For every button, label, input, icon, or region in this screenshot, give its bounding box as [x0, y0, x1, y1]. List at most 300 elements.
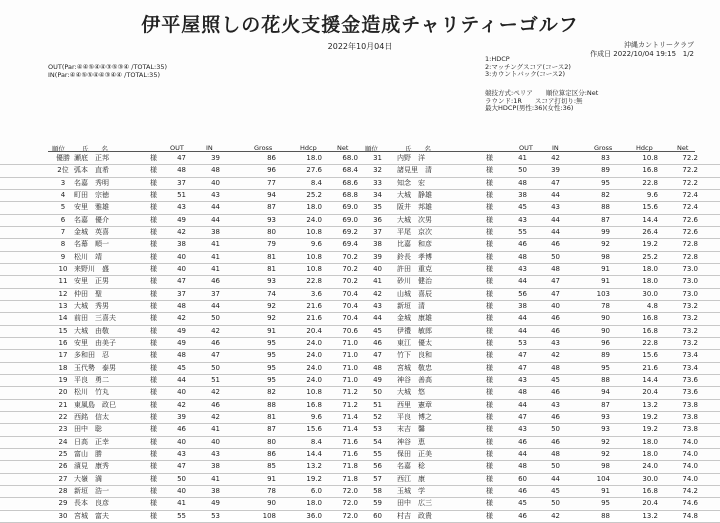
- cell-hdcp: 15.6: [642, 351, 658, 360]
- cell-gross: 108: [262, 511, 276, 520]
- table-row: [0, 239, 720, 251]
- cell-hdcp: 24.0: [306, 363, 322, 372]
- cell-sfx: 様: [486, 203, 493, 212]
- cell-in: 41: [211, 264, 220, 273]
- cell-hdcp: 14.4: [642, 215, 658, 224]
- cell-out: 38: [518, 190, 527, 199]
- cell-name: 平良 博之: [397, 412, 432, 421]
- cell-rank: 5: [60, 203, 66, 212]
- cell-gross: 88: [601, 203, 610, 212]
- cell-out: 48: [177, 351, 186, 360]
- cell-sfx: 様: [486, 511, 493, 520]
- meta-item: 競技方式:ぺリア 順位算定区分:Net: [485, 89, 599, 97]
- cell-in: 47: [551, 277, 560, 286]
- cell-net: 70.2: [342, 277, 358, 286]
- cell-rank: 49: [373, 375, 382, 384]
- cell-out: 43: [518, 425, 527, 434]
- cell-hdcp: 6.0: [310, 486, 322, 495]
- cell-rank: 37: [373, 227, 382, 236]
- cell-sfx: 様: [486, 190, 493, 199]
- cell-rank: 6: [60, 215, 66, 224]
- cell-in: 41: [211, 252, 220, 261]
- cell-hdcp: 19.2: [306, 474, 322, 483]
- cell-sfx: 様: [150, 400, 157, 409]
- cell-rank: 8: [60, 240, 66, 249]
- cell-in: 40: [211, 178, 220, 187]
- cell-gross: 83: [601, 154, 610, 162]
- cell-name: 平尾 京次: [397, 227, 432, 236]
- header-in: IN: [206, 144, 213, 152]
- cell-sfx: 様: [150, 412, 157, 421]
- cell-net: 71.8: [342, 462, 358, 471]
- cell-name: 新垣 浩一: [74, 486, 109, 495]
- cell-rank: 14: [58, 314, 68, 323]
- cell-rank: 43: [373, 301, 382, 310]
- cell-net: 74.0: [682, 474, 698, 483]
- cell-in: 46: [551, 388, 560, 397]
- cell-sfx: 様: [486, 166, 493, 175]
- table-row: [0, 461, 720, 473]
- cell-in: 42: [551, 511, 560, 520]
- cell-sfx: 様: [486, 449, 493, 458]
- cell-net: 71.6: [342, 437, 358, 446]
- cell-in: 46: [211, 338, 220, 347]
- cell-rank: 47: [373, 351, 382, 360]
- cell-out: 42: [177, 227, 186, 236]
- cell-rank: 51: [373, 400, 382, 409]
- cell-gross: 95: [601, 178, 610, 187]
- cell-net: 69.4: [342, 240, 358, 249]
- cell-out: 41: [177, 499, 186, 508]
- cell-rank: 32: [373, 166, 382, 175]
- cell-net: 73.8: [682, 425, 698, 434]
- cell-hdcp: 8.4: [310, 437, 322, 446]
- meta-item: ラウンド:1R スコア打切り:無: [485, 96, 583, 105]
- cell-name: 弧本 直希: [74, 166, 109, 175]
- cell-net: 72.2: [682, 166, 698, 175]
- cell-rank: 58: [373, 486, 382, 495]
- cell-in: 42: [211, 412, 220, 421]
- cell-net: 68.4: [342, 166, 358, 175]
- cell-in: 42: [211, 388, 220, 397]
- cell-out: 48: [177, 301, 186, 310]
- cell-rank: 36: [373, 215, 382, 224]
- cell-out: 47: [518, 363, 527, 372]
- cell-hdcp: 25.2: [306, 190, 322, 199]
- table-row: [0, 350, 720, 362]
- cell-out: 53: [518, 338, 527, 347]
- cell-in: 53: [211, 511, 220, 520]
- cell-hdcp: 3.6: [310, 289, 322, 298]
- cell-in: 46: [551, 240, 560, 249]
- cell-rank: 60: [373, 511, 382, 520]
- cell-name: 比嘉 和彦: [397, 240, 432, 249]
- cell-in: 39: [211, 154, 220, 162]
- cell-sfx: 様: [150, 227, 157, 236]
- cell-net: 71.4: [342, 412, 358, 421]
- cell-in: 50: [551, 462, 560, 471]
- cell-rank: 10: [58, 264, 68, 273]
- cell-name: 東江 優太: [397, 338, 432, 347]
- cell-in: 44: [211, 215, 220, 224]
- cell-hdcp: 24.0: [306, 375, 322, 384]
- table-row: [0, 387, 720, 399]
- cell-hdcp: 10.8: [306, 264, 322, 273]
- cell-out: 47: [177, 154, 186, 162]
- cell-sfx: 様: [486, 437, 493, 446]
- cell-rank: 34: [373, 190, 382, 199]
- cell-rank: 16: [58, 338, 68, 347]
- cell-net: 70.4: [342, 314, 358, 323]
- cell-net: 74.6: [682, 499, 698, 508]
- cell-hdcp: 22.8: [642, 338, 658, 347]
- cell-gross: 103: [596, 289, 610, 298]
- cell-rank: 19: [58, 375, 68, 384]
- cell-in: 48: [551, 449, 560, 458]
- cell-out: 48: [518, 388, 527, 397]
- cell-out: 48: [518, 178, 527, 187]
- event-date: 2022年10月04日: [327, 42, 393, 51]
- cell-name: 伊禮 敏郎: [397, 326, 432, 335]
- cell-out: 47: [177, 462, 186, 471]
- cell-gross: 90: [601, 314, 610, 323]
- cell-out: 47: [177, 277, 186, 286]
- cell-name: 安里 雅雄: [74, 203, 109, 212]
- cell-hdcp: 10.8: [306, 252, 322, 261]
- cell-net: 68.8: [342, 190, 358, 199]
- cell-name: 富山 勝: [74, 449, 102, 458]
- cell-rank: 45: [373, 326, 382, 335]
- cell-in: 41: [211, 240, 220, 249]
- cell-net: 70.2: [342, 264, 358, 273]
- cell-gross: 90: [601, 326, 610, 335]
- cell-hdcp: 13.2: [306, 462, 322, 471]
- cell-sfx: 様: [486, 388, 493, 397]
- cell-gross: 77: [267, 178, 276, 187]
- results-table: [0, 153, 720, 523]
- header-net: Net: [337, 144, 349, 152]
- cell-out: 55: [177, 511, 186, 520]
- cell-sfx: 様: [486, 154, 493, 162]
- cell-net: 72.0: [342, 499, 358, 508]
- cell-name: 玉代勢 泰男: [74, 363, 116, 372]
- cell-name: 山城 喜辰: [397, 289, 432, 298]
- cell-net: 73.6: [682, 388, 698, 397]
- cell-net: 72.2: [682, 178, 698, 187]
- cell-name: 名嘉 稔: [397, 462, 425, 471]
- cell-name: 玉城 学: [397, 486, 425, 495]
- cell-name: 平良 勇二: [74, 375, 109, 384]
- cell-net: 72.6: [682, 215, 698, 224]
- cell-sfx: 様: [486, 363, 493, 372]
- cell-name: 濱見 康秀: [74, 462, 109, 471]
- cell-net: 74.8: [682, 511, 698, 520]
- cell-rank: 52: [373, 412, 382, 421]
- cell-net: 71.4: [342, 425, 358, 434]
- cell-gross: 91: [601, 486, 610, 495]
- cell-gross: 92: [601, 449, 610, 458]
- cell-gross: 95: [267, 363, 276, 372]
- cell-hdcp: 21.6: [642, 363, 658, 372]
- cell-sfx: 様: [486, 462, 493, 471]
- cell-name: 多和田 忍: [74, 351, 109, 360]
- cell-name: 前田 三喜夫: [74, 314, 116, 323]
- cell-gross: 81: [267, 252, 276, 261]
- header-out: OUT: [519, 144, 533, 152]
- par-info: [48, 63, 167, 79]
- par-in: IN(Par:④④⑤⑤④④③④④ /TOTAL:35): [48, 71, 160, 79]
- cell-gross: 94: [267, 190, 276, 199]
- cell-gross: 95: [601, 363, 610, 372]
- cell-name: 大城 次男: [397, 215, 432, 224]
- table-row: [0, 486, 720, 498]
- cell-out: 55: [518, 227, 527, 236]
- cell-sfx: 様: [150, 474, 157, 483]
- cell-gross: 93: [267, 215, 276, 224]
- table-row: [0, 474, 720, 486]
- cell-in: 46: [551, 437, 560, 446]
- cell-in: 43: [211, 449, 220, 458]
- cell-out: 49: [177, 338, 186, 347]
- table-row: [0, 338, 720, 350]
- cell-net: 74.0: [682, 462, 698, 471]
- table-row: [0, 326, 720, 338]
- cell-hdcp: 13.2: [642, 511, 658, 520]
- cell-gross: 88: [267, 400, 276, 409]
- cell-hdcp: 24.0: [306, 338, 322, 347]
- cell-in: 48: [551, 264, 560, 273]
- cell-rank: 35: [373, 203, 382, 212]
- cell-in: 37: [211, 289, 220, 298]
- cell-hdcp: 20.4: [306, 326, 322, 335]
- cell-name: 田中 聡: [74, 425, 102, 434]
- cell-gross: 92: [601, 437, 610, 446]
- cell-sfx: 様: [150, 486, 157, 495]
- cell-gross: 95: [267, 338, 276, 347]
- cell-gross: 95: [267, 375, 276, 384]
- cell-net: 73.2: [682, 326, 698, 335]
- cell-net: 70.4: [342, 289, 358, 298]
- cell-sfx: 様: [150, 425, 157, 434]
- cell-hdcp: 9.6: [646, 190, 658, 199]
- cell-net: 69.0: [342, 215, 358, 224]
- cell-net: 71.2: [342, 400, 358, 409]
- cell-rank: 11: [58, 277, 68, 286]
- cell-gross: 88: [601, 511, 610, 520]
- option-item: 3:カウントバック(コース2): [485, 70, 566, 78]
- cell-rank: 20: [58, 388, 68, 397]
- cell-sfx: 様: [150, 154, 157, 162]
- cell-out: 37: [177, 178, 186, 187]
- cell-name: 保田 正美: [397, 449, 432, 458]
- cell-gross: 78: [601, 301, 610, 310]
- cell-sfx: 様: [150, 190, 157, 199]
- cell-rank: 31: [373, 154, 382, 162]
- cell-net: 72.4: [682, 190, 698, 199]
- table-row: [0, 363, 720, 375]
- cell-net: 73.2: [682, 301, 698, 310]
- cell-name: 村吉 政貴: [397, 511, 432, 520]
- cell-name: 田中 広三: [397, 499, 432, 508]
- cell-rank: 17: [58, 351, 68, 360]
- cell-out: 43: [518, 215, 527, 224]
- cell-in: 51: [211, 375, 220, 384]
- cell-net: 73.6: [682, 375, 698, 384]
- cell-in: 46: [551, 314, 560, 323]
- cell-name: 西銘 信太: [74, 412, 109, 421]
- cell-sfx: 様: [150, 301, 157, 310]
- cell-gross: 93: [601, 425, 610, 434]
- cell-name: 新垣 清: [397, 301, 425, 310]
- cell-rank: 12: [58, 289, 68, 298]
- cell-sfx: 様: [150, 166, 157, 175]
- cell-name: 大城 悠: [397, 388, 425, 397]
- cell-in: 47: [211, 351, 220, 360]
- cell-net: 73.0: [682, 264, 698, 273]
- header-name: 氏 名: [405, 145, 431, 153]
- cell-gross: 86: [267, 154, 276, 162]
- cell-hdcp: 21.6: [306, 301, 322, 310]
- cell-name: 大城 由敬: [74, 326, 109, 335]
- cell-out: 46: [518, 511, 527, 520]
- cell-net: 72.0: [342, 486, 358, 495]
- cell-sfx: 様: [150, 203, 157, 212]
- cell-sfx: 様: [150, 363, 157, 372]
- cell-name: 安里 正男: [74, 277, 109, 286]
- cell-hdcp: 24.0: [306, 215, 322, 224]
- organizer-info: [590, 41, 694, 59]
- cell-hdcp: 18.0: [642, 264, 658, 273]
- cell-rank: 40: [373, 264, 382, 273]
- cell-gross: 92: [267, 314, 276, 323]
- cell-hdcp: 13.2: [642, 400, 658, 409]
- cell-hdcp: 24.0: [642, 462, 658, 471]
- cell-out: 49: [177, 326, 186, 335]
- cell-in: 41: [211, 474, 220, 483]
- cell-rank: 57: [373, 474, 382, 483]
- cell-gross: 80: [267, 227, 276, 236]
- cell-in: 44: [551, 474, 560, 483]
- cell-hdcp: 18.0: [642, 277, 658, 286]
- cell-sfx: 様: [150, 499, 157, 508]
- cell-sfx: 様: [486, 264, 493, 273]
- cell-out: 40: [177, 252, 186, 261]
- cell-rank: 27: [58, 474, 68, 483]
- cell-in: 45: [551, 375, 560, 384]
- table-row: [0, 412, 720, 424]
- cell-out: 46: [177, 425, 186, 434]
- table-row: [0, 289, 720, 301]
- cell-name: 西江 康: [397, 474, 425, 483]
- cell-rank: 21: [58, 400, 68, 409]
- cell-in: 42: [551, 154, 560, 162]
- cell-name: 名嘉 秀明: [74, 178, 109, 187]
- cell-net: 68.6: [342, 178, 358, 187]
- cell-hdcp: 16.8: [306, 400, 322, 409]
- cell-out: 44: [518, 400, 527, 409]
- cell-net: 74.0: [682, 449, 698, 458]
- cell-out: 40: [177, 264, 186, 273]
- cell-sfx: 様: [150, 338, 157, 347]
- cell-in: 46: [551, 326, 560, 335]
- cell-out: 51: [177, 190, 186, 199]
- cell-out: 39: [177, 412, 186, 421]
- header-out: OUT: [170, 144, 184, 152]
- cell-gross: 89: [601, 351, 610, 360]
- cell-gross: 95: [601, 499, 610, 508]
- cell-gross: 92: [267, 301, 276, 310]
- header-rank: 順位: [365, 145, 378, 153]
- cell-gross: 91: [601, 264, 610, 273]
- cell-sfx: 様: [486, 215, 493, 224]
- cell-hdcp: 8.4: [310, 178, 322, 187]
- cell-name: 諸見里 清: [397, 166, 432, 175]
- cell-out: 38: [518, 301, 527, 310]
- cell-net: 72.8: [682, 240, 698, 249]
- cell-name: 東風島 政巳: [74, 400, 116, 409]
- cell-gross: 93: [267, 277, 276, 286]
- cell-net: 73.4: [682, 351, 698, 360]
- header-hdcp: Hdcp: [636, 144, 653, 152]
- cell-in: 50: [211, 314, 220, 323]
- cell-name: 神谷 恵: [397, 437, 425, 446]
- cell-sfx: 様: [486, 375, 493, 384]
- cell-in: 38: [211, 462, 220, 471]
- cell-out: 49: [177, 215, 186, 224]
- cell-hdcp: 16.8: [642, 166, 658, 175]
- cell-rank: 9: [60, 252, 66, 261]
- cell-name: 来野川 盛: [74, 264, 109, 273]
- cell-rank: 29: [58, 499, 68, 508]
- cell-rank: 44: [373, 314, 382, 323]
- cell-sfx: 様: [150, 178, 157, 187]
- cell-name: 松川 竹丸: [74, 388, 109, 397]
- cell-hdcp: 16.8: [642, 314, 658, 323]
- cell-net: 71.6: [342, 449, 358, 458]
- cell-hdcp: 15.6: [306, 425, 322, 434]
- cell-net: 71.2: [342, 388, 358, 397]
- cell-gross: 96: [267, 166, 276, 175]
- cell-in: 40: [211, 437, 220, 446]
- table-row: [0, 165, 720, 177]
- cell-out: 44: [518, 277, 527, 286]
- header-rank: 順位: [52, 145, 65, 153]
- cell-name: 大城 秀男: [74, 301, 109, 310]
- cell-sfx: 様: [150, 277, 157, 286]
- cell-out: 42: [177, 314, 186, 323]
- cell-gross: 91: [601, 277, 610, 286]
- cell-hdcp: 9.6: [310, 412, 322, 421]
- table-row: [0, 449, 720, 461]
- cell-net: 73.2: [682, 314, 698, 323]
- table-row: [0, 313, 720, 325]
- cell-sfx: 様: [150, 264, 157, 273]
- cell-net: 73.8: [682, 400, 698, 409]
- cell-rank: 56: [373, 462, 382, 471]
- cell-hdcp: 18.0: [306, 499, 322, 508]
- cell-out: 46: [518, 240, 527, 249]
- cell-in: 43: [211, 190, 220, 199]
- cell-hdcp: 19.2: [642, 240, 658, 249]
- cell-net: 74.0: [682, 437, 698, 446]
- cell-in: 40: [551, 301, 560, 310]
- cell-rank: 15: [58, 326, 68, 335]
- cell-in: 44: [551, 190, 560, 199]
- cell-gross: 80: [267, 437, 276, 446]
- header-in: IN: [552, 144, 559, 152]
- cell-sfx: 様: [486, 289, 493, 298]
- cell-name: 宮城 富夫: [74, 511, 109, 520]
